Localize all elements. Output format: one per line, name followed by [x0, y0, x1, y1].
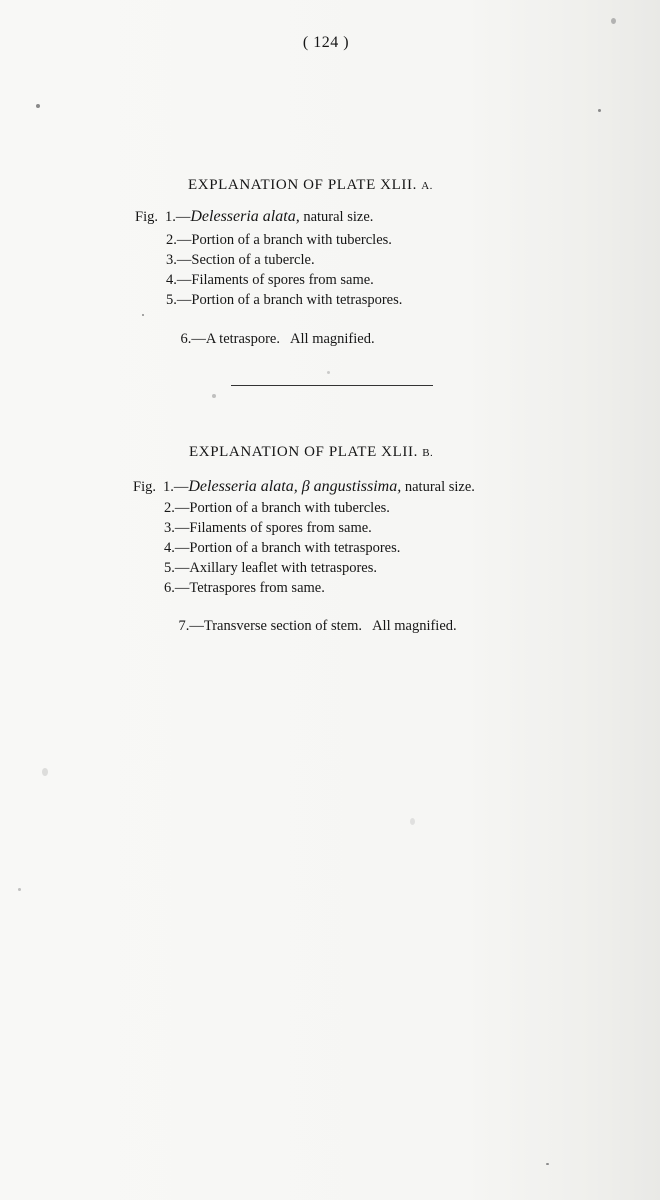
section-divider	[231, 385, 433, 386]
plate-a-item-2	[166, 231, 392, 249]
plate-a-item-6	[166, 312, 375, 366]
item-number: 6.	[180, 331, 192, 347]
item-text: Transverse section of stem. All magnified.	[203, 618, 457, 634]
plate-b-item-7	[164, 599, 457, 653]
plate-a-item-5	[166, 291, 402, 309]
item-dash: —	[174, 540, 190, 556]
item-text: Filaments of spores from same.	[189, 520, 372, 536]
item-dash: —	[174, 580, 190, 596]
scan-speck	[18, 888, 21, 891]
plate-b-heading	[189, 444, 433, 461]
item-number: 4.	[164, 540, 175, 556]
fig-label: Fig.	[135, 209, 158, 225]
item-text: Filaments of spores from same.	[191, 272, 374, 288]
species-name: Delesseria alata,	[190, 208, 300, 225]
scan-speck	[142, 314, 144, 316]
item-text: natural size.	[401, 479, 475, 495]
plate-b-item-4	[164, 539, 400, 557]
fig-label: Fig.	[133, 479, 156, 495]
plate-a-item-3	[166, 251, 315, 269]
item-text: Portion of a branch with tubercles.	[189, 500, 390, 516]
scan-speck	[36, 104, 40, 108]
plate-a-item-4	[166, 271, 374, 289]
plate-b-item-6	[164, 579, 325, 597]
scan-speck	[598, 109, 601, 112]
scan-speck	[327, 371, 330, 374]
plate-a-heading	[188, 177, 433, 194]
plate-b-item-2	[164, 499, 390, 517]
plate-a-heading-suffix: A.	[421, 180, 433, 192]
item-number: 3.	[164, 520, 175, 536]
plate-b-item-3	[164, 519, 372, 537]
item-text: Portion of a branch with tubercles.	[191, 232, 392, 248]
item-text: Section of a tubercle.	[191, 252, 315, 268]
item-dash: —	[174, 560, 190, 576]
plate-a-heading-text: EXPLANATION OF PLATE XLII.	[188, 177, 417, 193]
item-dash: —	[191, 331, 206, 347]
item-number: 4.	[166, 272, 177, 288]
item-dash: —	[189, 618, 204, 634]
item-text: Portion of a branch with tetraspores.	[189, 540, 401, 556]
plate-b-heading-text: EXPLANATION OF PLATE XLII.	[189, 444, 418, 460]
scan-speck	[42, 768, 48, 776]
item-number: 5.	[164, 560, 175, 576]
scan-speck	[546, 1163, 549, 1165]
item-number: 7.	[178, 618, 190, 634]
item-dash: —	[174, 500, 190, 516]
scan-speck	[410, 818, 415, 825]
item-dash: —	[174, 520, 190, 536]
item-dash: —	[175, 209, 191, 225]
plate-b-item-5	[164, 559, 377, 577]
plate-b-heading-suffix: B.	[422, 447, 434, 459]
item-text: Axillary leaflet with tetraspores.	[189, 560, 378, 576]
item-number: 1.	[163, 479, 174, 495]
item-dash: —	[176, 232, 192, 248]
item-text: A tetraspore. All magnified.	[205, 331, 375, 347]
item-number: 2.	[164, 500, 175, 516]
plate-a-item-1	[135, 208, 373, 226]
item-number: 3.	[166, 252, 177, 268]
item-dash: —	[176, 272, 192, 288]
page-number: ( 124 )	[302, 34, 350, 51]
plate-b-item-1	[133, 478, 475, 496]
item-text: natural size.	[299, 209, 374, 225]
species-name: Delesseria alata, β angustissima,	[188, 478, 402, 495]
item-dash: —	[176, 252, 192, 268]
item-text: Portion of a branch with tetraspores.	[191, 292, 403, 308]
scan-speck	[611, 18, 616, 24]
item-dash: —	[173, 479, 189, 495]
item-number: 5.	[166, 292, 177, 308]
item-number: 6.	[164, 580, 175, 596]
item-text: Tetraspores from same.	[189, 580, 325, 596]
item-number: 2.	[166, 232, 177, 248]
item-dash: —	[176, 292, 192, 308]
scan-speck	[212, 394, 216, 398]
item-number: 1.	[165, 209, 176, 225]
